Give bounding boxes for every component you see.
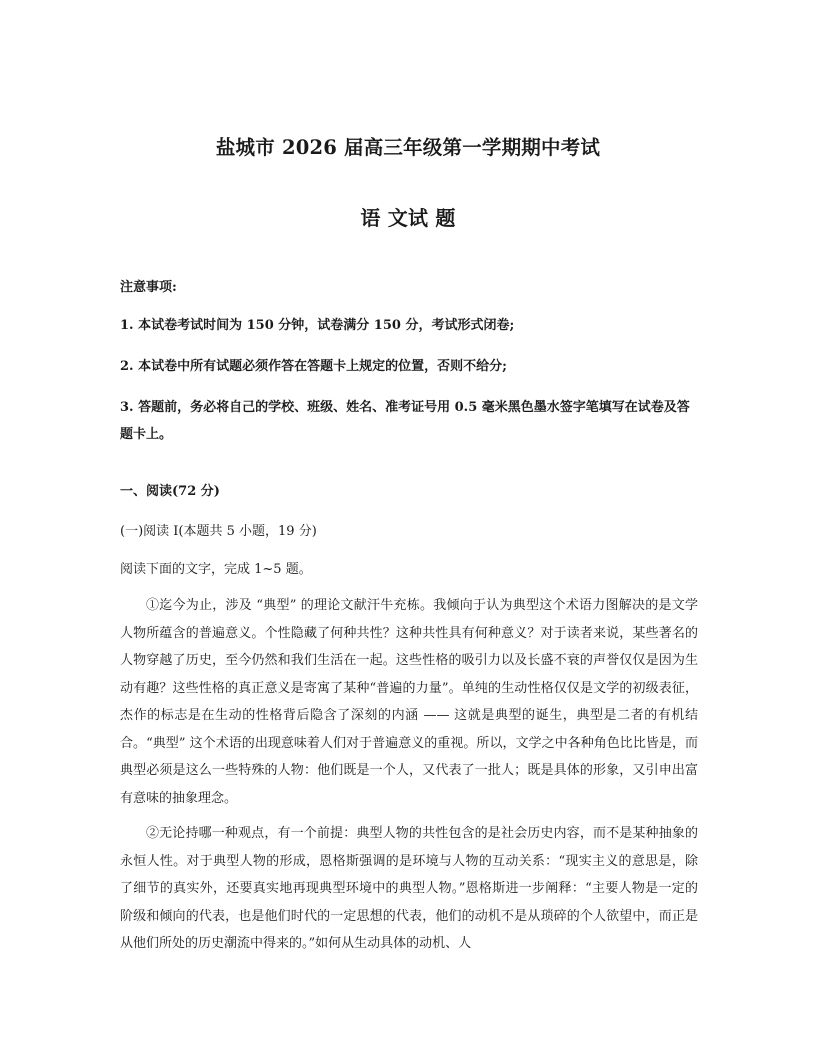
exam-title: 盐城市 2026 届高三年级第一学期期中考试 — [215, 136, 601, 159]
subject-title: 语 文试 题 — [360, 206, 456, 230]
notice-item: 3. 答题前，务必将自己的学校、班级、姓名、准考证号用 0.5 毫米黑色墨水签字笔填写在试卷及答题卡上。 — [120, 400, 690, 442]
passage-paragraph: ②无论持哪一种观点，有一个前提：典型人物的共性包含的是社会历史内容，而不是某种抽象的永恒人性。对于典型人物的形成，恩格斯强调的是环境与人物的互动关系：“现实主义的意思是，除了细节的真实外，还要真实地再现典型环境中的典型人物。”恩格斯进一步阐释：“主要人物是一定的阶级和倾向的代表，也是他们时代的一定思想的代表，他们的动机不是从琐碎的个人欲望中，而正是从他们所处的历史潮流中得来的。”如何从生动具体的动机、人 — [120, 826, 698, 951]
reading-instruction: 阅读下面的文字，完成 1~5 题。 — [120, 562, 312, 577]
notice-item: 2. 本试卷中所有试题必须作答在答题卡上规定的位置，否则不给分; — [120, 359, 507, 374]
passage-paragraph: ①迄今为止，涉及 “典型” 的理论文献汗牛充栋。我倾向于认为典型这个术语力图解决的是文学人物所蕴含的普遍意义。个性隐藏了何种共性？这种共性具有何种意义？对于读者来说，某些著名的人物穿越了历史，至今仍然和我们生活在一起。这些性格的吸引力以及长盛不衰的声誉仅仅是因为生动有趣？这些性格的真正意义是寄寓了某种“普遍的力量”。单纯的生动性格仅仅是文学的初级表征，杰作的标志是在生动的性格背后隐含了深刻的内涵 —— 这就是典型的诞生，典型是二者的有机结合。“典型” 这个术语的出现意味着人们对于普遍意义的重视。所以，文学之中各种角色比比皆是，而典型必须是这么一些特殊的人物：他们既是一个人，又代表了一批人；既是具体的形象，又引申出富有意味的抽象理念。 — [120, 598, 698, 806]
notice-heading: 注意事项: — [120, 280, 177, 295]
section-subheading: (一)阅读 I(本题共 5 小题，19 分) — [120, 524, 317, 539]
notice-item: 1. 本试卷考试时间为 150 分钟，试卷满分 150 分，考试形式闭卷; — [120, 318, 515, 333]
section-heading: 一、阅读(72 分) — [120, 484, 220, 499]
